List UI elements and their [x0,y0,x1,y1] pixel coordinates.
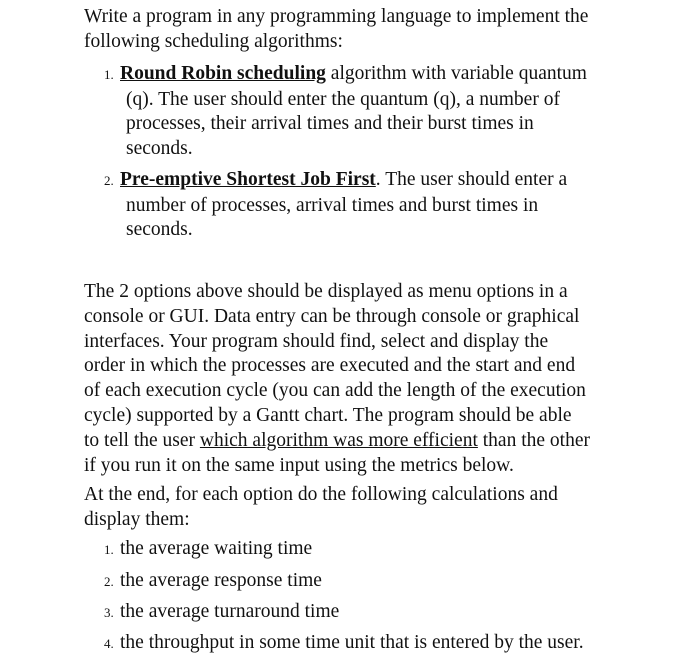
paragraph-line: At the end, for each option do the following calculations and [84,484,558,505]
paragraph-text: to tell the user [84,429,200,451]
algorithm-item-round-robin [104,62,644,161]
intro-line: Write a program in any programming language to implement the [84,6,589,27]
algorithm-item-sjf [104,168,644,243]
intro-line: following scheduling algorithms: [84,30,343,52]
paragraph-line: console or GUI. Data entry can be through console or graphical [84,305,580,327]
calculation-item [104,569,664,595]
item-text: . The user should enter a [375,169,568,190]
calculation-text: the average waiting time [120,538,313,559]
item-number: 2. [104,574,114,589]
item-title: Round Robin scheduling [120,63,326,84]
paragraph-line: The 2 options above should be displayed as menu options in a [84,281,568,302]
paragraph-line: of each execution cycle (you can add the length of the execution [84,380,586,402]
item-title: Pre-emptive Shortest Job First [120,169,376,190]
efficiency-phrase: which algorithm was more efficient [199,429,478,451]
item-number: 1. [104,67,114,82]
paragraph-line [84,429,644,454]
paragraph-line: if you run it on the same input using the metrics below. [84,454,514,476]
item-text: number of processes, arrival times and burst times in [126,194,539,216]
item-text: seconds. [126,137,193,159]
paragraph-line: display them: [84,508,190,530]
paragraph-line: order in which the processes are executed and the start and end [84,355,576,377]
item-number: 3. [104,605,114,620]
paragraph-line: cycle) supported by a Gantt chart. The program should be able [84,404,572,426]
item-number: 2. [104,173,114,188]
item-text: (q). The user should enter the quantum (q), a number of [126,88,560,110]
calculation-text: the average turnaround time [120,601,340,622]
item-number: 1. [104,542,114,557]
calculation-item [104,631,664,657]
item-text: seconds. [126,219,193,240]
paragraph-text: than the other [477,429,590,451]
calculation-text: the average response time [120,570,322,591]
calculation-item [104,600,664,626]
calculation-text: the throughput in some time unit that is entered by the user. [120,632,584,653]
calculation-item [104,537,664,563]
item-text: processes, their arrival times and their burst times in [126,113,534,134]
calculations-intro [84,483,644,532]
intro-paragraph [84,5,664,54]
requirements-paragraph [84,280,644,478]
item-number: 4. [104,636,114,651]
paragraph-line: interfaces. Your program should find, select and display the [84,330,549,352]
item-text: algorithm with variable quantum [325,63,587,84]
